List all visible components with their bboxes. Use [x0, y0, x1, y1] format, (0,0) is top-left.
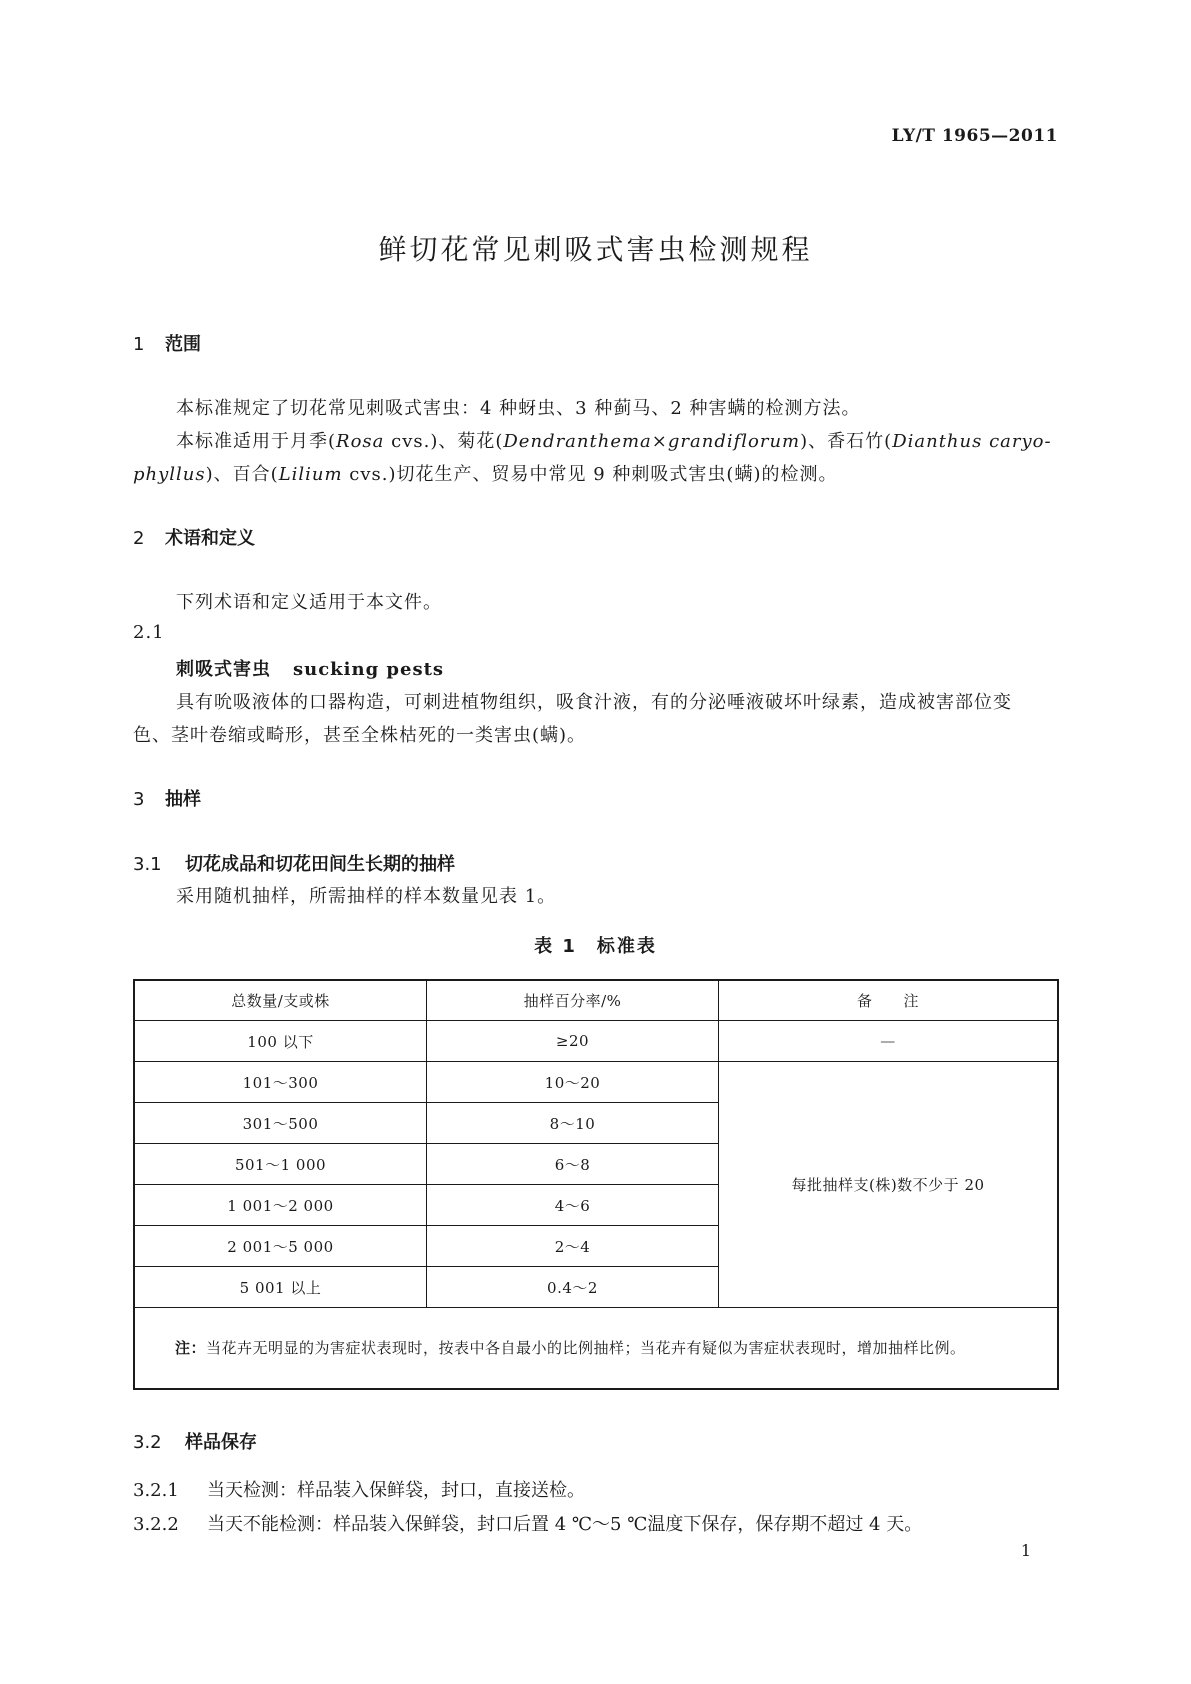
section-number: 2 [133, 528, 145, 549]
table-cell: 10～20 [427, 1062, 719, 1103]
species-name: phyllus [133, 464, 206, 485]
species-name: Rosa [336, 431, 385, 452]
text-run: cvs.)切花生产、贸易中常见 9 种刺吸式害虫(螨)的检测。 [342, 464, 838, 485]
table-caption: 表 1 标准表 [534, 936, 657, 957]
species-name: Lilium [278, 464, 343, 485]
table-cell: ≥20 [427, 1021, 719, 1062]
table-row [134, 1062, 1058, 1103]
table-cell: 1 001～2 000 [134, 1185, 427, 1226]
merged-remark-cell: 每批抽样支(株)数不少于 20 [719, 1062, 1059, 1308]
term-entry [176, 655, 444, 681]
term-definition-line-1: 具有吮吸液体的口器构造，可刺进植物组织，吸食汁液，有的分泌唾液破坏叶绿素，造成被害部位变 [176, 692, 1012, 713]
table-header-row [134, 980, 1058, 1021]
clause-number: 3.2.2 [133, 1514, 179, 1535]
document-title: 鲜切花常见刺吸式害虫检测规程 [378, 233, 813, 266]
clause-3-2-2 [133, 1510, 922, 1536]
term-definition-line-2: 色、茎叶卷缩或畸形，甚至全株枯死的一类害虫(螨)。 [133, 725, 587, 746]
table-cell: 501～1 000 [134, 1144, 427, 1185]
section-1-heading [133, 330, 201, 356]
table-cell: 5 001 以上 [134, 1267, 427, 1308]
table-cell: 4～6 [427, 1185, 719, 1226]
scope-paragraph-1: 本标准规定了切花常见刺吸式害虫：4 种蚜虫、3 种蓟马、2 种害螨的检测方法。 [176, 398, 861, 419]
table-cell: 8～10 [427, 1103, 719, 1144]
note-text: 当花卉无明显的为害症状表现时，按表中各自最小的比例抽样；当花卉有疑似为害症状表现时，增加抽样比例。 [206, 1339, 966, 1357]
section-title: 抽样 [165, 789, 201, 810]
table-cell: 100 以下 [134, 1021, 427, 1062]
text-run: )、百合( [205, 464, 279, 485]
sampling-table [133, 979, 1059, 1390]
subsection-3-1-heading [133, 850, 455, 876]
table-cell: 101～300 [134, 1062, 427, 1103]
standard-code: LY/T 1965—2011 [891, 126, 1058, 146]
species-name: grandiflorum [667, 431, 801, 452]
text-run: )、香石竹( [800, 431, 893, 452]
section-number: 1 [133, 334, 145, 355]
scope-paragraph-3 [133, 460, 837, 486]
table-cell: 301～500 [134, 1103, 427, 1144]
clause-text: 当天不能检测：样品装入保鲜袋，封口后置 4 ℃～5 ℃温度下保存，保存期不超过 4 天。 [207, 1514, 923, 1535]
subsection-3-2-heading [133, 1428, 257, 1454]
species-name: Dianthus caryo- [892, 431, 1052, 452]
table-row [134, 1021, 1058, 1062]
section-title: 范围 [165, 334, 201, 355]
text-run: × [651, 431, 668, 452]
subclause-number: 2.1 [133, 622, 165, 643]
section-2-heading [133, 524, 255, 550]
page-number: 1 [1020, 1541, 1031, 1560]
section-title: 术语和定义 [165, 528, 255, 549]
table-cell: 2～4 [427, 1226, 719, 1267]
table-cell: 0.4～2 [427, 1267, 719, 1308]
species-name: Dendranthema [503, 431, 652, 452]
text-run: 本标准适用于月季( [176, 431, 337, 452]
text-run: cvs.)、菊花( [384, 431, 504, 452]
terms-intro: 下列术语和定义适用于本文件。 [176, 592, 442, 613]
sampling-paragraph: 采用随机抽样，所需抽样的样本数量见表 1。 [176, 886, 557, 907]
scope-paragraph-2 [176, 427, 1052, 453]
table-header-cell: 备 注 [719, 980, 1059, 1021]
subsection-number: 3.2 [133, 1432, 162, 1453]
section-3-heading [133, 785, 201, 811]
term-english: sucking pests [293, 659, 445, 680]
table-header-cell: 抽样百分率/% [427, 980, 719, 1021]
table-header-cell: 总数量/支或株 [134, 980, 427, 1021]
subsection-title: 样品保存 [185, 1432, 257, 1453]
clause-3-2-1 [133, 1476, 585, 1502]
clause-text: 当天检测：样品装入保鲜袋，封口，直接送检。 [207, 1480, 585, 1501]
clause-number: 3.2.1 [133, 1480, 179, 1501]
table-note [134, 1308, 1058, 1390]
table-cell: 6～8 [427, 1144, 719, 1185]
term-chinese: 刺吸式害虫 [176, 659, 271, 680]
table-note-row [134, 1308, 1058, 1390]
note-label: 注： [175, 1339, 207, 1357]
subsection-title: 切花成品和切花田间生长期的抽样 [185, 854, 455, 875]
subsection-number: 3.1 [133, 854, 162, 875]
table-cell: — [719, 1021, 1059, 1062]
section-number: 3 [133, 789, 145, 810]
table-cell: 2 001～5 000 [134, 1226, 427, 1267]
